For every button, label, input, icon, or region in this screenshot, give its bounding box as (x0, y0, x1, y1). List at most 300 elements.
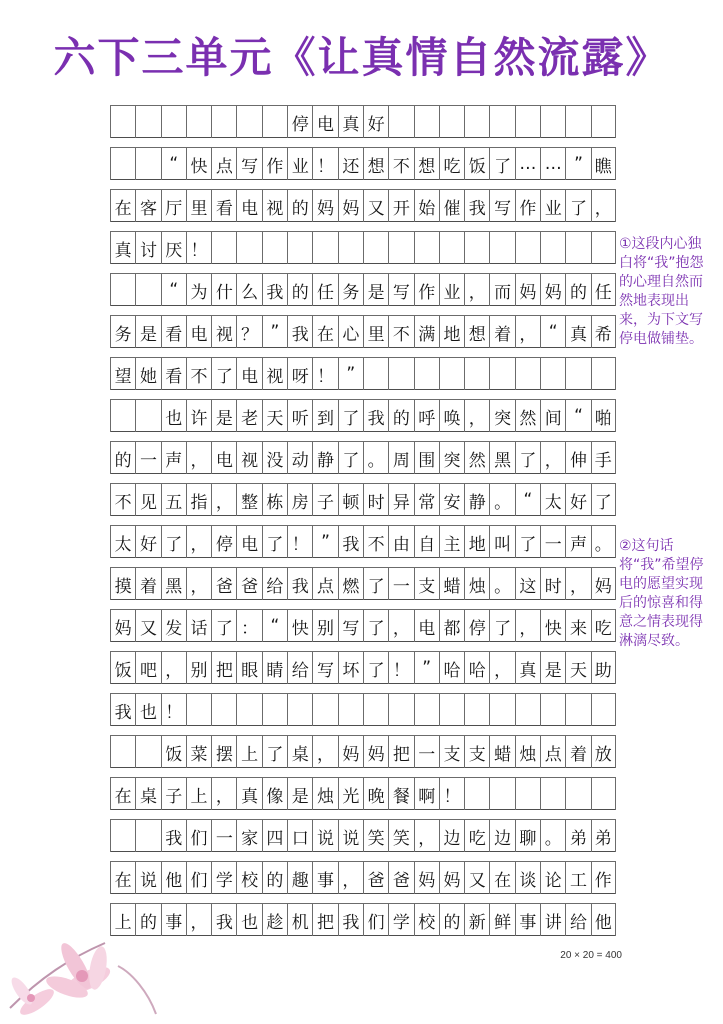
grid-cell: ！ (312, 147, 337, 180)
grid-cell (312, 693, 337, 726)
grid-cell: 妈 (591, 567, 616, 600)
grid-cell: 的 (287, 273, 312, 306)
grid-cell: 了 (262, 735, 287, 768)
grid-cell: 支 (439, 735, 464, 768)
grid-cell: 了 (363, 651, 388, 684)
grid-cell: 由 (388, 525, 413, 558)
grid-cell (135, 735, 160, 768)
grid-cell: 。 (591, 525, 616, 558)
grid-cell: ” (262, 315, 287, 348)
grid-cell: 望 (110, 357, 135, 390)
grid-cell: 一 (211, 819, 236, 852)
grid-cell: 还 (338, 147, 363, 180)
grid-cell (363, 231, 388, 264)
grid-cell: “ (161, 147, 186, 180)
grid-cell (363, 693, 388, 726)
grid-row (110, 852, 616, 894)
grid-cell: 么 (236, 273, 261, 306)
grid-cell: 了 (363, 567, 388, 600)
grid-cell: 。 (540, 819, 565, 852)
grid-cell: 真 (338, 105, 363, 138)
grid-cell: 聊 (515, 819, 540, 852)
grid-cell (591, 105, 616, 138)
grid-cell (439, 693, 464, 726)
grid-cell: ， (515, 609, 540, 642)
grid-cell: 学 (211, 861, 236, 894)
grid-cell: 边 (489, 819, 514, 852)
grid-cell: 天 (262, 399, 287, 432)
grid-cell: 饭 (110, 651, 135, 684)
grid-cell: 太 (540, 483, 565, 516)
grid-cell: 校 (236, 861, 261, 894)
grid-cell: 务 (110, 315, 135, 348)
grid-cell: 话 (186, 609, 211, 642)
grid-cell: 像 (262, 777, 287, 810)
grid-row (110, 894, 616, 936)
grid-cell: 点 (312, 567, 337, 600)
grid-cell: 不 (186, 357, 211, 390)
grid-cell: 谈 (515, 861, 540, 894)
grid-cell (515, 231, 540, 264)
grid-cell: “ (540, 315, 565, 348)
grid-cell (211, 105, 236, 138)
grid-cell: 的 (388, 399, 413, 432)
grid-row (110, 306, 616, 348)
grid-cell: 爸 (236, 567, 261, 600)
grid-cell: ， (211, 483, 236, 516)
grid-cell: ， (186, 441, 211, 474)
grid-cell (489, 105, 514, 138)
grid-cell: 。 (489, 567, 514, 600)
grid-cell: 吧 (135, 651, 160, 684)
grid-cell (236, 231, 261, 264)
grid-cell: 好 (565, 483, 590, 516)
grid-cell (414, 105, 439, 138)
grid-cell: ， (338, 861, 363, 894)
grid-cell: 好 (135, 525, 160, 558)
grid-cell: 突 (489, 399, 514, 432)
grid-cell: 我 (464, 189, 489, 222)
grid-cell: 烛 (464, 567, 489, 600)
grid-cell (135, 273, 160, 306)
grid-cell (338, 231, 363, 264)
grid-cell: 了 (489, 147, 514, 180)
grid-cell (414, 357, 439, 390)
grid-cell: 电 (211, 441, 236, 474)
grid-cell: 。 (489, 483, 514, 516)
grid-cell: 围 (414, 441, 439, 474)
flower-decoration (0, 918, 160, 1024)
grid-cell (565, 231, 590, 264)
grid-cell: 摸 (110, 567, 135, 600)
grid-row (110, 810, 616, 852)
grid-cell (110, 819, 135, 852)
grid-cell: ， (186, 903, 211, 936)
grid-cell: ？ (236, 315, 261, 348)
grid-cell: 看 (161, 357, 186, 390)
grid-cell: 电 (236, 525, 261, 558)
grid-cell: 听 (287, 399, 312, 432)
grid-cell (262, 693, 287, 726)
grid-cell (489, 777, 514, 810)
grid-cell: 快 (287, 609, 312, 642)
grid-row (110, 222, 616, 264)
grid-row (110, 684, 616, 726)
grid-cell: 说 (338, 819, 363, 852)
grid-cell: “ (161, 273, 186, 306)
grid-cell: 弟 (591, 819, 616, 852)
grid-cell (363, 357, 388, 390)
grid-cell: 们 (186, 819, 211, 852)
grid-cell (464, 231, 489, 264)
grid-cell: 了 (211, 357, 236, 390)
grid-cell: 作 (262, 147, 287, 180)
grid-cell: 静 (464, 483, 489, 516)
grid-cell: 手 (591, 441, 616, 474)
grid-row (110, 390, 616, 432)
grid-cell: 主 (439, 525, 464, 558)
grid-cell: 时 (540, 567, 565, 600)
grid-cell: 又 (135, 609, 160, 642)
grid-cell: 边 (439, 819, 464, 852)
grid-cell: 们 (186, 861, 211, 894)
grid-cell: 妈 (338, 189, 363, 222)
grid-row (110, 264, 616, 306)
grid-cell: ， (489, 651, 514, 684)
grid-cell: 他 (591, 903, 616, 936)
grid-cell: 讲 (540, 903, 565, 936)
grid-cell: 妈 (515, 273, 540, 306)
grid-cell: 真 (236, 777, 261, 810)
grid-cell: ， (540, 441, 565, 474)
grid-cell: 光 (338, 777, 363, 810)
grid-cell: 厅 (161, 189, 186, 222)
grid-cell: 燃 (338, 567, 363, 600)
grid-cell: 太 (110, 525, 135, 558)
grid-cell: 业 (540, 189, 565, 222)
grid-cell (565, 105, 590, 138)
grid-cell: 妈 (540, 273, 565, 306)
grid-cell: 停 (287, 105, 312, 138)
grid-cell: 地 (439, 315, 464, 348)
grid-cell: 把 (312, 903, 337, 936)
grid-cell: 机 (287, 903, 312, 936)
grid-cell: 不 (363, 525, 388, 558)
grid-cell: 许 (186, 399, 211, 432)
annotation-2: ②这句话将“我”希望停电的愿望实现后的惊喜和得意之情表现得淋漓尽致。 (619, 538, 704, 649)
grid-cell (439, 105, 464, 138)
grid-cell: 给 (262, 567, 287, 600)
grid-cell (515, 357, 540, 390)
grid-cell: 烛 (312, 777, 337, 810)
grid-cell (591, 231, 616, 264)
grid-cell: 不 (110, 483, 135, 516)
grid-cell: 是 (287, 777, 312, 810)
grid-cell: 停 (211, 525, 236, 558)
grid-cell: 坏 (338, 651, 363, 684)
grid-cell: 一 (414, 735, 439, 768)
grid-cell: 为 (186, 273, 211, 306)
grid-cell: 的 (110, 441, 135, 474)
grid-cell (236, 105, 261, 138)
grid-cell: 不 (388, 147, 413, 180)
grid-cell: 一 (540, 525, 565, 558)
grid-cell: 讨 (135, 231, 160, 264)
grid-cell: ， (591, 189, 616, 222)
grid-cell: 鲜 (489, 903, 514, 936)
grid-cell: ， (388, 609, 413, 642)
grid-cell: 们 (363, 903, 388, 936)
grid-cell: 是 (211, 399, 236, 432)
grid-cell: “ (515, 483, 540, 516)
grid-cell: ， (211, 777, 236, 810)
grid-cell: 动 (287, 441, 312, 474)
grid-cell: 工 (565, 861, 590, 894)
grid-cell: 学 (388, 903, 413, 936)
grid-cell: 放 (591, 735, 616, 768)
grid-cell: 真 (110, 231, 135, 264)
grid-cell: 晚 (363, 777, 388, 810)
grid-cell: ， (565, 567, 590, 600)
grid-cell: 吃 (591, 609, 616, 642)
grid-cell: ， (186, 525, 211, 558)
grid-cell: 了 (338, 399, 363, 432)
grid-cell: 是 (540, 651, 565, 684)
grid-cell (110, 147, 135, 180)
grid-cell: 的 (262, 861, 287, 894)
grid-cell: 写 (338, 609, 363, 642)
grid-cell: 支 (464, 735, 489, 768)
grid-cell: ， (186, 567, 211, 600)
grid-cell: 把 (211, 651, 236, 684)
grid-cell: 什 (211, 273, 236, 306)
grid-row (110, 96, 616, 138)
grid-cell: 了 (211, 609, 236, 642)
grid-cell: 真 (565, 315, 590, 348)
grid-cell: 看 (161, 315, 186, 348)
grid-cell: 吃 (439, 147, 464, 180)
grid-cell: ！ (439, 777, 464, 810)
grid-cell: 见 (135, 483, 160, 516)
grid-cell: 黑 (489, 441, 514, 474)
grid-cell (439, 231, 464, 264)
grid-cell: ， (414, 819, 439, 852)
grid-cell: 没 (262, 441, 287, 474)
grid-cell (312, 231, 337, 264)
grid-cell: 了 (565, 189, 590, 222)
grid-cell: 的 (439, 903, 464, 936)
grid-cell (591, 777, 616, 810)
grid-cell: 弟 (565, 819, 590, 852)
grid-cell (540, 357, 565, 390)
grid-cell: 了 (515, 441, 540, 474)
grid-cell (388, 357, 413, 390)
grid-cell: ， (312, 735, 337, 768)
grid-cell: 给 (287, 651, 312, 684)
grid-cell: 了 (591, 483, 616, 516)
grid-cell: 写 (388, 273, 413, 306)
grid-cell: 间 (540, 399, 565, 432)
composition-grid (110, 96, 616, 936)
grid-cell: 我 (338, 525, 363, 558)
grid-cell: 上 (110, 903, 135, 936)
grid-cell: 满 (414, 315, 439, 348)
grid-cell: 事 (515, 903, 540, 936)
grid-cell: 催 (439, 189, 464, 222)
grid-cell (287, 231, 312, 264)
grid-cell: 笑 (363, 819, 388, 852)
grid-cell: ： (236, 609, 261, 642)
grid-cell: 支 (414, 567, 439, 600)
grid-cell: 烛 (515, 735, 540, 768)
grid-cell: 助 (591, 651, 616, 684)
grid-cell: 指 (186, 483, 211, 516)
grid-cell: 了 (515, 525, 540, 558)
grid-cell: 务 (338, 273, 363, 306)
grid-cell: 桌 (135, 777, 160, 810)
grid-cell: 安 (439, 483, 464, 516)
grid-cell: 任 (312, 273, 337, 306)
grid-cell: 电 (414, 609, 439, 642)
grid-cell: 上 (236, 735, 261, 768)
grid-cell: 事 (312, 861, 337, 894)
grid-cell (540, 231, 565, 264)
grid-cell: 口 (287, 819, 312, 852)
grid-cell: 心 (338, 315, 363, 348)
grid-cell (110, 735, 135, 768)
grid-cell: ” (312, 525, 337, 558)
grid-row (110, 768, 616, 810)
grid-cell (262, 231, 287, 264)
grid-cell: 她 (135, 357, 160, 390)
grid-cell: 妈 (110, 609, 135, 642)
grid-cell: 叫 (489, 525, 514, 558)
grid-cell: 着 (489, 315, 514, 348)
grid-cell: 事 (161, 903, 186, 936)
grid-cell: ！ (186, 231, 211, 264)
grid-cell: 声 (161, 441, 186, 474)
grid-cell: 想 (363, 147, 388, 180)
grid-cell: 声 (565, 525, 590, 558)
grid-cell: 伸 (565, 441, 590, 474)
grid-cell: 顿 (338, 483, 363, 516)
grid-cell: 眼 (236, 651, 261, 684)
grid-cell: 校 (414, 903, 439, 936)
grid-cell: 视 (262, 189, 287, 222)
grid-cell: 然 (464, 441, 489, 474)
grid-row (110, 516, 616, 558)
grid-cell (110, 399, 135, 432)
grid-cell: ， (515, 315, 540, 348)
grid-cell: 里 (186, 189, 211, 222)
grid-cell (515, 693, 540, 726)
grid-cell: 啪 (591, 399, 616, 432)
grid-cell: 视 (262, 357, 287, 390)
grid-cell (439, 357, 464, 390)
grid-row (110, 180, 616, 222)
grid-row (110, 726, 616, 768)
grid-cell: 了 (161, 525, 186, 558)
grid-cell: 我 (287, 567, 312, 600)
grid-cell: ， (464, 399, 489, 432)
grid-cell (287, 693, 312, 726)
grid-cell: 的 (135, 903, 160, 936)
grid-cell: 厌 (161, 231, 186, 264)
grid-cell: 吃 (464, 819, 489, 852)
annotation-1: ①这段内心独白将“我”抱怨的心理自然而然地表现出来，为下文写停电做铺垫。 (619, 236, 704, 347)
grid-cell (186, 105, 211, 138)
grid-cell: 在 (110, 189, 135, 222)
grid-cell (565, 357, 590, 390)
grid-cell: 里 (363, 315, 388, 348)
grid-cell: 妈 (312, 189, 337, 222)
grid-cell: ， (464, 273, 489, 306)
grid-cell: 想 (464, 315, 489, 348)
grid-cell: 上 (186, 777, 211, 810)
grid-cell: 这 (515, 567, 540, 600)
grid-cell: 作 (515, 189, 540, 222)
grid-cell: 。 (363, 441, 388, 474)
grid-cell: 趣 (287, 861, 312, 894)
grid-cell: 写 (489, 189, 514, 222)
grid-cell: 又 (363, 189, 388, 222)
grid-cell: 五 (161, 483, 186, 516)
grid-cell: ！ (388, 651, 413, 684)
grid-cell: 妈 (363, 735, 388, 768)
grid-cell: 爸 (211, 567, 236, 600)
grid-cell: 来 (565, 609, 590, 642)
grid-cell: 在 (110, 861, 135, 894)
grid-cell: 而 (489, 273, 514, 306)
grid-cell: 黑 (161, 567, 186, 600)
grid-cell (388, 105, 413, 138)
grid-cell: ” (565, 147, 590, 180)
grid-cell: 业 (287, 147, 312, 180)
grid-cell: 别 (186, 651, 211, 684)
grid-cell: 我 (262, 273, 287, 306)
grid-cell: 栋 (262, 483, 287, 516)
grid-cell: 想 (414, 147, 439, 180)
grid-cell (464, 105, 489, 138)
grid-cell: 然 (515, 399, 540, 432)
grid-cell: 一 (388, 567, 413, 600)
grid-cell: 视 (211, 315, 236, 348)
grid-cell: 都 (439, 609, 464, 642)
grid-cell: 妈 (414, 861, 439, 894)
grid-cell (414, 231, 439, 264)
grid-row (110, 432, 616, 474)
grid-cell: 瞧 (591, 147, 616, 180)
grid-cell: 摆 (211, 735, 236, 768)
grid-cell: 是 (135, 315, 160, 348)
grid-cell: 趁 (262, 903, 287, 936)
grid-cell: 常 (414, 483, 439, 516)
grid-cell: 突 (439, 441, 464, 474)
grid-cell: 我 (211, 903, 236, 936)
grid-cell: 静 (312, 441, 337, 474)
grid-cell (464, 357, 489, 390)
grid-cell: 房 (287, 483, 312, 516)
grid-cell: 也 (236, 903, 261, 936)
grid-cell: ！ (287, 525, 312, 558)
grid-cell: ！ (312, 357, 337, 390)
grid-cell (540, 693, 565, 726)
grid-cell: 电 (312, 105, 337, 138)
grid-cell (388, 231, 413, 264)
grid-cell: 子 (312, 483, 337, 516)
grid-cell: 在 (110, 777, 135, 810)
grid-cell: 也 (135, 693, 160, 726)
